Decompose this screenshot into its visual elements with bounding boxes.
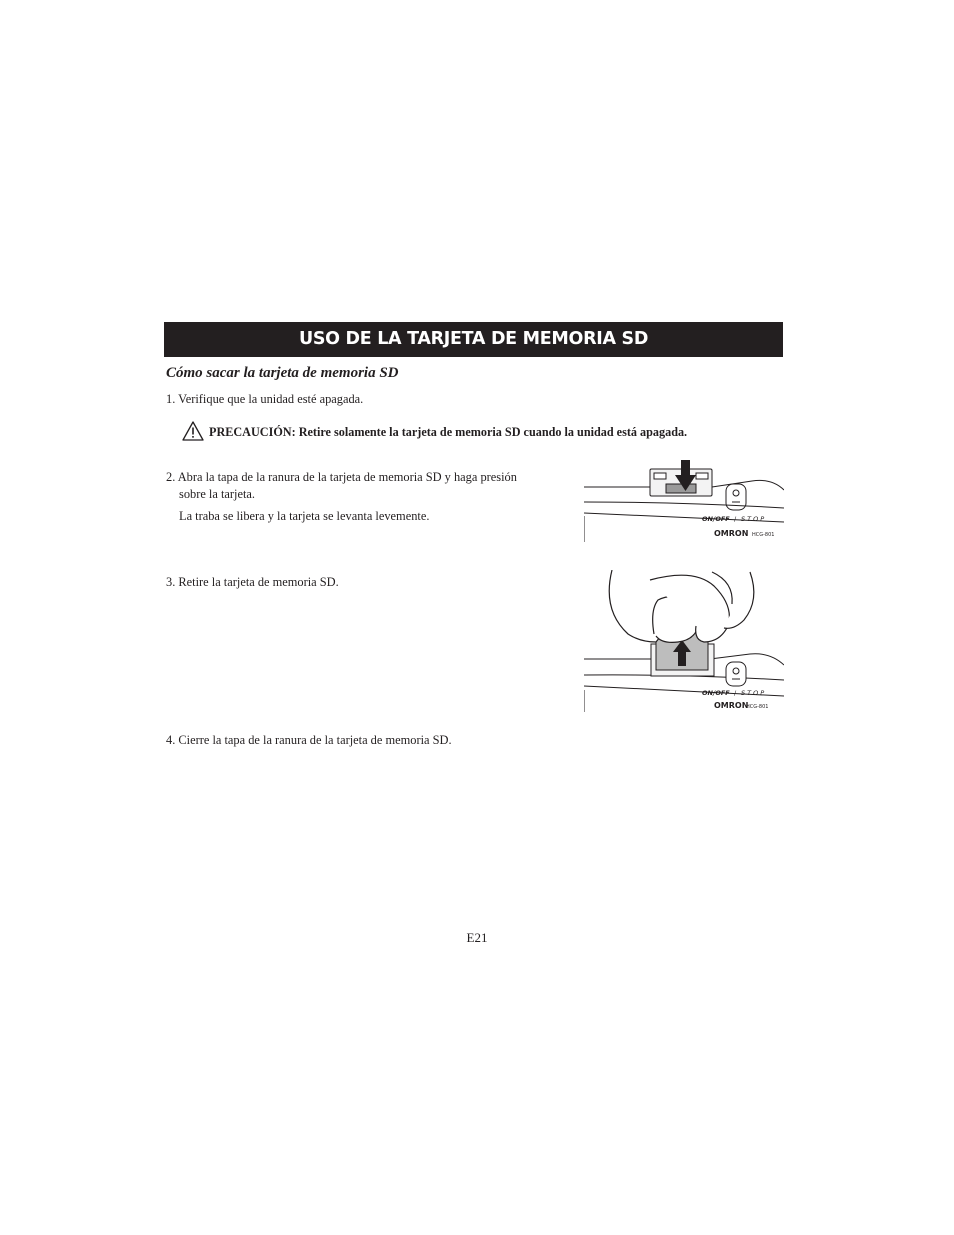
- step-2-line-2: sobre la tarjeta.: [179, 487, 256, 501]
- caution-text: PRECAUCIÓN: Retire solamente la tarjeta de memoria SD cuando la unidad está apagada.: [209, 425, 688, 439]
- section-banner: [164, 322, 783, 357]
- banner-title: USO DE LA TARJETA DE MEMORIA SD: [298, 329, 649, 349]
- step-3: 3. Retire la tarjeta de memoria SD.: [166, 575, 339, 589]
- step-4: 4. Cierre la tapa de la ranura de la tarjeta de memoria SD.: [166, 733, 452, 747]
- step-2-note: La traba se libera y la tarjeta se levanta levemente.: [179, 509, 430, 523]
- figure-press-card: [584, 458, 784, 542]
- device-button-labels: [702, 515, 766, 523]
- model-label: HCG-801: [746, 704, 769, 710]
- on-off-label: ON/OFF: [702, 515, 730, 523]
- on-off-label: ON/OFF: [702, 689, 730, 697]
- step-2-line-1: 2. Abra la tapa de la ranura de la tarjeta de memoria SD y haga presión: [166, 470, 517, 484]
- brand-logo: OMRON: [714, 529, 749, 538]
- stop-label: STOP: [741, 515, 767, 523]
- brand-logo: OMRON: [714, 701, 749, 710]
- model-label: HCG-801: [752, 532, 775, 538]
- page-number: E21: [466, 930, 488, 945]
- figure-remove-card: [584, 570, 784, 712]
- subsection-title: Cómo sacar la tarjeta de memoria SD: [166, 365, 399, 381]
- step-1: 1. Verifique que la unidad esté apagada.: [166, 392, 364, 406]
- warning-icon: [182, 421, 204, 441]
- stop-label: STOP: [741, 689, 767, 697]
- svg-text:/: /: [734, 515, 737, 523]
- device-button-labels-2: [702, 689, 766, 697]
- svg-text:/: /: [734, 689, 737, 697]
